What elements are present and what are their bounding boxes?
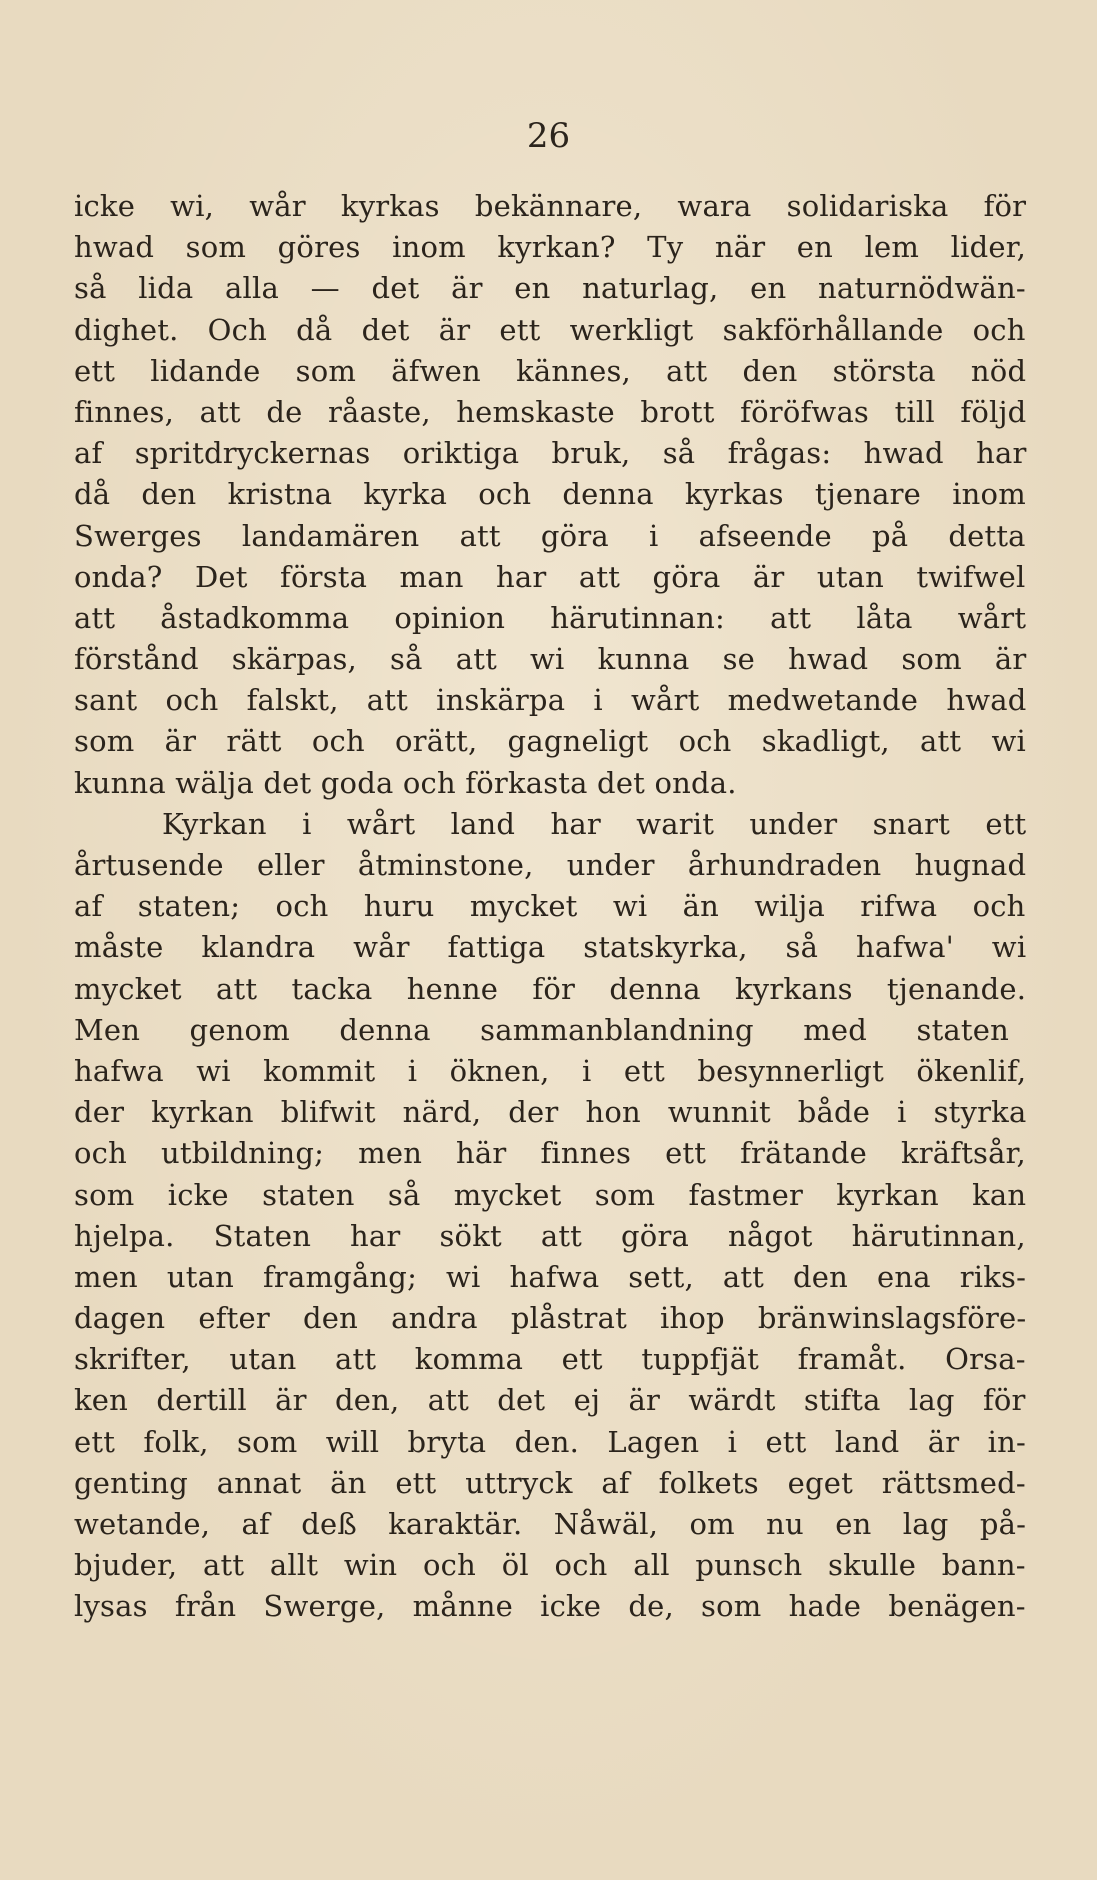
text-line: hafwa wi kommit i öknen, i ett besynnerligt ökenlif, <box>74 1053 1027 1088</box>
text-line: hwad som göres inom kyrkan? Ty när en lem lider, <box>74 230 1026 265</box>
text-line: att åstadkomma opinion härutinnan: att låta wårt <box>74 600 1027 635</box>
text-line: Swerges landamären att göra i afseende på detta <box>74 518 1026 553</box>
text-line: måste klandra wår fattiga statskyrka, så hafwa' wi <box>74 930 1027 965</box>
text-line: icke wi, wår kyrkas bekännare, wara solidariska för <box>74 189 1027 223</box>
text-line: bjuder, att allt win och öl och all punsch skulle bann- <box>74 1548 1026 1583</box>
text-line: Kyrkan i wårt land har warit under snart ett <box>162 806 1027 841</box>
text-line: lysas från Swerge, månne icke de, som hade benägen- <box>74 1589 1026 1624</box>
text-line: dagen efter den andra plåstrat ihop bränwinslagsföre- <box>74 1301 1027 1336</box>
text-line: af staten; och huru mycket wi än wilja rifwa och <box>74 889 1026 924</box>
text-line: då den kristna kyrka och denna kyrkas tjenare inom <box>74 477 1026 512</box>
text-line: förstånd skärpas, så att wi kunna se hwad som är <box>74 642 1027 677</box>
body-text <box>74 186 1026 1628</box>
text-line: ett lidande som äfwen kännes, att den största nöd <box>74 353 1027 388</box>
text-line: och utbildning; men här finnes ett frätande kräftsår, <box>74 1136 1026 1171</box>
text-line: af spritdryckernas oriktiga bruk, så frågas: hwad har <box>74 436 1027 471</box>
text-line: kunna wälja det goda och förkasta det onda. <box>74 765 737 800</box>
text-line: som icke staten så mycket som fastmer kyrkan kan <box>74 1177 1027 1212</box>
text-line: wetande, af deß karaktär. Nåwäl, om nu en lag på- <box>74 1507 1027 1541</box>
text-line: dighet. Och då det är ett werkligt sakförhållande och <box>74 312 1026 347</box>
text-line: hjelpa. Staten har sökt att göra något härutinnan, <box>74 1218 1026 1253</box>
text-line: Men genom denna sammanblandning med staten <box>74 1012 1009 1047</box>
text-line: årtusende eller åtminstone, under århundraden hugnad <box>74 848 1027 882</box>
text-line: som är rätt och orätt, gagneligt och skadligt, att wi <box>74 724 1026 759</box>
text-line: ett folk, som will bryta den. Lagen i ett land är in- <box>74 1424 1027 1459</box>
text-line: sant och falskt, att inskärpa i wårt medwetande hwad <box>74 683 1027 718</box>
text-line: onda? Det första man har att göra är utan twifwel <box>74 559 1026 594</box>
text-line: finnes, att de råaste, hemskaste brott föröfwas till följd <box>74 394 1027 429</box>
text-line: mycket att tacka henne för denna kyrkans tjenande. <box>74 971 1027 1006</box>
text-line: ken dertill är den, att det ej är wärdt stifta lag för <box>74 1383 1026 1418</box>
text-line: men utan framgång; wi hafwa sett, att den ena riks- <box>74 1259 1027 1294</box>
text-line: der kyrkan blifwit närd, der hon wunnit både i styrka <box>74 1095 1027 1130</box>
text-line: skrifter, utan att komma ett tuppfjät framåt. Orsa- <box>74 1342 1026 1377</box>
text-line: genting annat än ett uttryck af folkets eget rättsmed- <box>74 1465 1026 1500</box>
text-line: så lida alla — det är en naturlag, en naturnödwän- <box>74 271 1026 306</box>
page-number: 26 <box>526 116 571 156</box>
